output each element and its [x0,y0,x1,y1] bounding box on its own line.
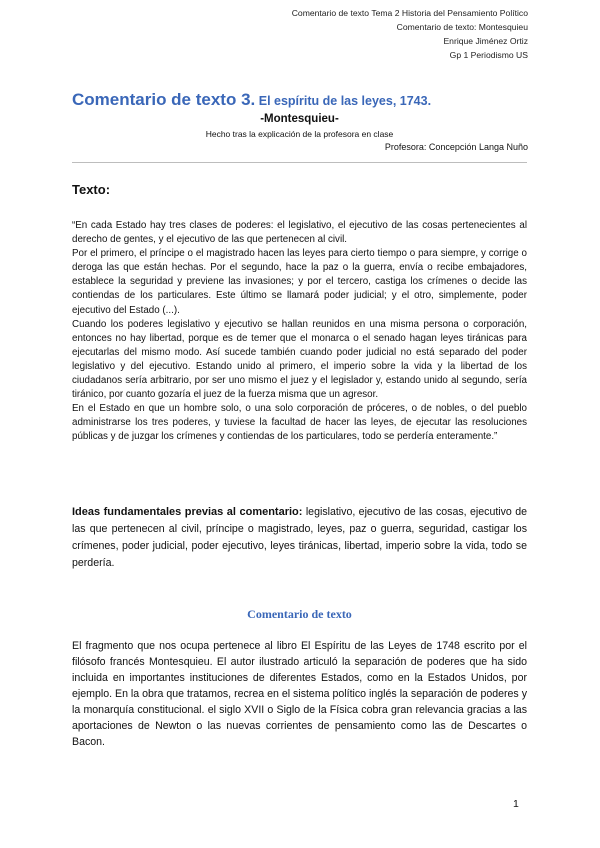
title-main: Comentario de texto 3. [72,90,256,109]
made-after-note: Hecho tras la explicación de la profesora en clase [205,129,394,139]
page-number: 1 [513,798,519,810]
author-name: -Montesquieu- [260,113,339,125]
comment-section-title: Comentario de texto [247,607,352,621]
key-ideas [72,504,527,572]
header-line-subject: Comentario de texto Tema 2 Historia del Pensamiento Político [291,8,528,18]
header-line-topic: Comentario de texto: Montesquieu [396,22,528,32]
comment-body: El fragmento que nos ocupa pertenece al libro El Espíritu de las Leyes de 1748 escrito por el filósofo francés Montesquieu. El autor ilustrado articuló la separación de poderes que ha sido incluida en importantes instituciones de diferentes Estados, como en la Estados Unidos, por ejemplo. En la obra que tratamos, recrea en el sistema político inglés la separación de poderes y la monarquía constitucional. el siglo XVII o Siglo de la Física cobra gran relevancia gracias a las aportaciones de Newton o las nuevas corrientes de pensamiento como las de Descartes o Bacon. [72,640,527,748]
quote-paragraph: Por el primero, el príncipe o el magistrado hacen las leyes para cierto tiempo o para siempre, y corrige o deroga las que están hechas. Por el segundo, hace la paz o la guerra, envía o recibe embajadores, establece la seguridad y previene las invasiones; y por el tercero, castiga los crímenes o decide las contiendas de los particulares. Este último se llamará poder judicial; y el otro, simplemente, poder ejecutivo del Estado (...). [72,248,527,316]
running-header [292,6,528,62]
header-line-author: Enrique Jiménez Ortiz [443,36,528,46]
quote-paragraph: “En cada Estado hay tres clases de poderes: el legislativo, el ejecutivo de las cosas pertenecientes al derecho de gentes, y el ejecutivo de las que pertenecen al civil. [72,220,527,246]
key-ideas-label: Ideas fundamentales previas al comentario: [72,506,303,518]
document-title [72,90,542,110]
professor-name: Profesora: Concepción Langa Nuño [384,142,528,152]
header-line-group: Gp 1 Periodismo US [449,50,528,60]
text-heading: Texto: [72,182,111,197]
quote-paragraph: En el Estado en que un hombre solo, o una solo corporación de próceres, o de nobles, o del pueblo administrarse los tres poderes, y tuviese la facultad de hacer las leyes, de ejecutar las resoluciones públicas y de juzgar los crímenes y contiendas de los particulares, todo se perdería enteramente.” [72,403,527,443]
quoted-text [72,219,527,445]
key-ideas-text: legislativo, ejecutivo de las cosas, ejecutivo de las que pertenecen al civil, príncipe o magistrado, leyes, paz o guerra, seguridad, castigar los crímenes, poder judicial, poder ejecutivo, leyes tiránicas, libertad, imperio sobre la vida, todo se perdería. [72,506,527,569]
quote-paragraph: Cuando los poderes legislativo y ejecutivo se hallan reunidos en una misma persona o corporación, entonces no hay libertad, porque es de temer que el monarca o el senado hagan leyes tiránicas para ejecutarlas del mismo modo. Así sucede también cuando poder judicial no está separado del poder legislativo y del ejecutivo. Estando unido al primero, el imperio sobre la vida y la libertad de los ciudadanos sería arbitrario, por ser uno mismo el juez y el legislador y, estando unido al segundo, sería tiránico, por cuanto gozaría el juez de la fuerza misma que un agresor. [72,318,527,401]
divider [72,162,527,163]
title-sub: El espíritu de las leyes, 1743. [255,94,432,108]
